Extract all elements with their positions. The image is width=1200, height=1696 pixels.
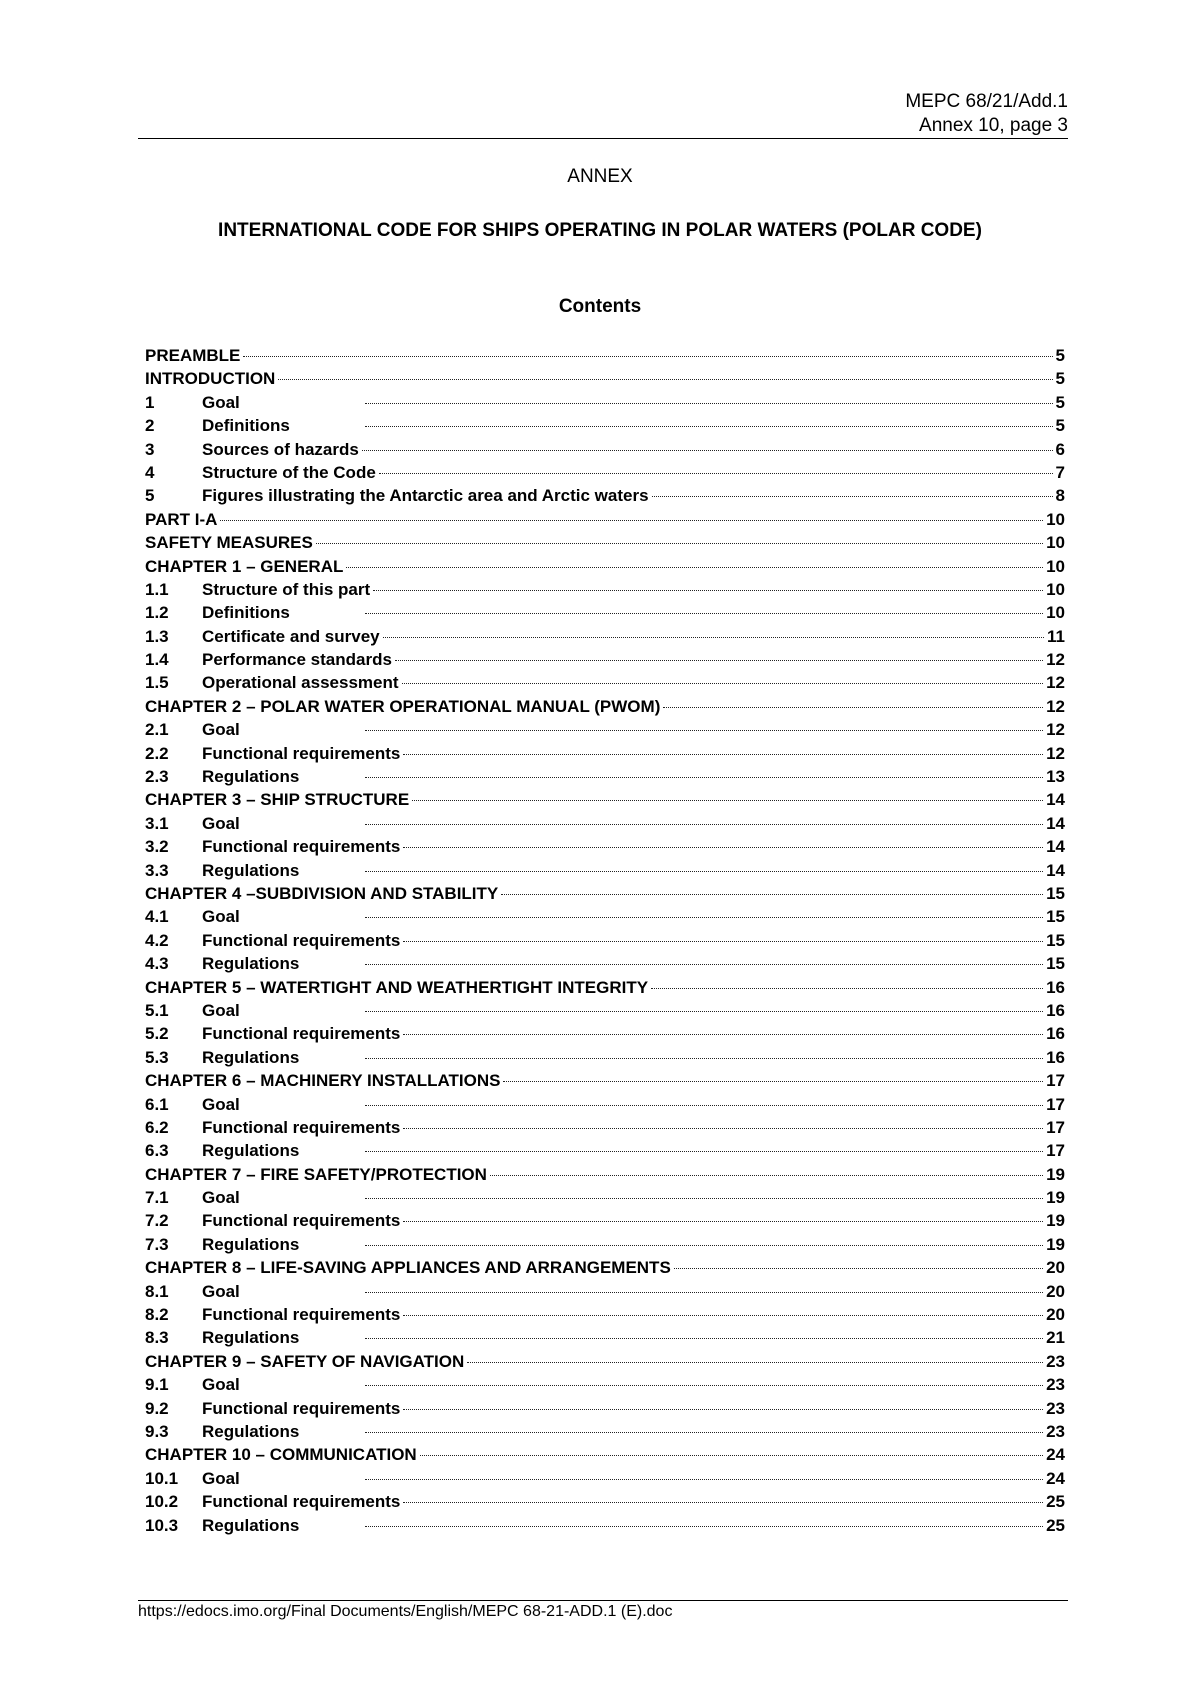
dot-leader (379, 473, 1053, 474)
toc-entry[interactable] (145, 837, 1065, 860)
dot-leader (220, 520, 1043, 521)
toc-entry[interactable] (145, 814, 1065, 837)
toc-entry[interactable] (145, 1235, 1065, 1258)
toc-entry-page: 19 (1046, 1211, 1065, 1231)
toc-entry-title: Functional requirements (202, 1117, 401, 1137)
dot-leader (373, 590, 1043, 591)
toc-entry-number: 3.2 (145, 837, 169, 857)
toc-entry-number: 7.1 (145, 1188, 169, 1208)
toc-entry[interactable] (145, 1141, 1065, 1164)
toc-entry-page: 16 (1046, 1047, 1065, 1067)
dot-leader (403, 1034, 1043, 1035)
dot-leader (402, 683, 1044, 684)
toc-entry[interactable] (145, 1375, 1065, 1398)
toc-entry-title: Goal (202, 1000, 240, 1020)
toc-entry-page: 10 (1046, 556, 1065, 576)
toc-entry-page: 15 (1046, 954, 1065, 974)
toc-entry-number: 9.2 (145, 1398, 169, 1418)
toc-entry-number: 5.2 (145, 1024, 169, 1044)
dot-leader (365, 1292, 1043, 1293)
toc-entry-page: 24 (1046, 1445, 1065, 1465)
dot-leader (365, 917, 1043, 918)
dot-leader (365, 730, 1043, 731)
toc-entry[interactable] (145, 861, 1065, 884)
toc-entry-number: 3 (145, 439, 155, 459)
dot-leader (365, 403, 1053, 404)
toc-entry[interactable] (145, 720, 1065, 743)
toc-entry-title: PART I-A (145, 509, 218, 529)
toc-entry-page: 8 (1055, 486, 1065, 506)
toc-entry-number: 10.2 (145, 1492, 179, 1512)
dot-leader (503, 1081, 1043, 1082)
toc-entry[interactable] (145, 1071, 1065, 1094)
toc-entry[interactable] (145, 1211, 1065, 1234)
dot-leader (346, 567, 1043, 568)
toc-entry-title: SAFETY MEASURES (145, 533, 313, 553)
toc-entry-page: 21 (1046, 1328, 1065, 1348)
toc-entry-title: Regulations (202, 1047, 300, 1067)
toc-entry[interactable] (145, 790, 1065, 813)
toc-entry-number: 2.3 (145, 767, 169, 787)
toc-entry-title: CHAPTER 9 – SAFETY OF NAVIGATION (145, 1351, 465, 1371)
toc-entry[interactable] (145, 510, 1065, 533)
toc-entry-page: 14 (1046, 860, 1065, 880)
toc-entry-page: 12 (1046, 720, 1065, 740)
toc-entry-number: 5 (145, 486, 155, 506)
toc-entry[interactable] (145, 440, 1065, 463)
toc-entry[interactable] (145, 603, 1065, 626)
toc-entry-title: CHAPTER 6 – MACHINERY INSTALLATIONS (145, 1071, 501, 1091)
toc-entry[interactable] (145, 744, 1065, 767)
toc-entry-number: 9.1 (145, 1375, 169, 1395)
dot-leader (365, 1058, 1043, 1059)
dot-leader (365, 1151, 1043, 1152)
toc-entry-page: 11 (1047, 626, 1065, 646)
toc-entry-title: Regulations (202, 1141, 300, 1161)
toc-entry-page: 12 (1046, 743, 1065, 763)
toc-entry-number: 4.3 (145, 954, 169, 974)
toc-entry[interactable] (145, 978, 1065, 1001)
dot-leader (395, 660, 1043, 661)
toc-entry-page: 12 (1046, 673, 1065, 693)
dot-leader (365, 964, 1043, 965)
toc-entry-page: 20 (1046, 1281, 1065, 1301)
toc-entry[interactable] (145, 697, 1065, 720)
toc-entry-page: 14 (1046, 790, 1065, 810)
toc-entry[interactable] (145, 1095, 1065, 1118)
dot-leader (652, 496, 1053, 497)
toc-entry-title: CHAPTER 4 –SUBDIVISION AND STABILITY (145, 883, 499, 903)
toc-entry[interactable] (145, 1352, 1065, 1375)
toc-entry-number: 7.3 (145, 1234, 169, 1254)
dot-leader (490, 1175, 1043, 1176)
toc-entry-page: 16 (1046, 1024, 1065, 1044)
dot-leader (420, 1455, 1043, 1456)
toc-entry-page: 19 (1046, 1164, 1065, 1184)
toc-entry-number: 1.5 (145, 673, 169, 693)
footer-divider (138, 1600, 1068, 1601)
toc-entry-page: 20 (1046, 1258, 1065, 1278)
toc-entry-page: 24 (1046, 1468, 1065, 1488)
dot-leader (403, 941, 1043, 942)
toc-entry-number: 6.1 (145, 1094, 169, 1114)
toc-entry-title: Structure of this part (202, 579, 371, 599)
toc-entry-title: Goal (202, 1188, 240, 1208)
dot-leader (412, 800, 1043, 801)
dot-leader (365, 1479, 1043, 1480)
dot-leader (501, 894, 1043, 895)
dot-leader (365, 1385, 1043, 1386)
table-of-contents (145, 346, 1065, 1539)
toc-entry-title: CHAPTER 10 – COMMUNICATION (145, 1445, 417, 1465)
toc-entry-page: 6 (1055, 439, 1065, 459)
toc-entry-number: 9.3 (145, 1421, 169, 1441)
toc-entry-title: Goal (202, 1375, 240, 1395)
toc-entry-title: Functional requirements (202, 743, 401, 763)
toc-entry-title: Performance standards (202, 650, 392, 670)
toc-entry-number: 3.3 (145, 860, 169, 880)
toc-entry-page: 16 (1046, 1000, 1065, 1020)
toc-entry-number: 2.1 (145, 720, 169, 740)
toc-entry-title: CHAPTER 7 – FIRE SAFETY/PROTECTION (145, 1164, 487, 1184)
toc-entry-number: 1.2 (145, 603, 169, 623)
toc-entry-page: 15 (1046, 883, 1065, 903)
toc-entry-number: 10.3 (145, 1515, 179, 1535)
toc-entry-number: 3.1 (145, 813, 169, 833)
toc-entry[interactable] (145, 673, 1065, 696)
toc-entry-page: 10 (1046, 603, 1065, 623)
toc-entry-page: 17 (1046, 1141, 1065, 1161)
toc-entry[interactable] (145, 393, 1065, 416)
header-divider (138, 138, 1068, 139)
toc-entry-page: 5 (1055, 392, 1065, 412)
toc-entry-title: Sources of hazards (202, 439, 359, 459)
dot-leader (243, 356, 1052, 357)
dot-leader (674, 1268, 1043, 1269)
toc-entry-page: 5 (1055, 346, 1065, 365)
toc-entry-title: CHAPTER 1 – GENERAL (145, 556, 344, 576)
toc-entry-page: 14 (1046, 837, 1065, 857)
toc-entry-title: Certificate and survey (202, 626, 380, 646)
toc-entry[interactable] (145, 650, 1065, 673)
toc-entry[interactable] (145, 416, 1065, 439)
toc-entry-page: 23 (1046, 1398, 1065, 1418)
toc-entry-page: 14 (1046, 813, 1065, 833)
toc-entry-page: 12 (1046, 696, 1065, 716)
toc-entry-title: INTRODUCTION (145, 369, 276, 389)
toc-entry[interactable] (145, 1516, 1065, 1539)
toc-entry-number: 2 (145, 416, 155, 436)
dot-leader (365, 426, 1053, 427)
toc-entry-number: 10.1 (145, 1468, 179, 1488)
toc-entry[interactable] (145, 1445, 1065, 1468)
dot-leader (365, 871, 1043, 872)
toc-entry[interactable] (145, 1328, 1065, 1351)
toc-entry-number: 1.1 (145, 579, 169, 599)
toc-entry-number: 1.4 (145, 650, 169, 670)
toc-entry-number: 1 (145, 392, 155, 412)
toc-entry-number: 4 (145, 462, 155, 482)
toc-entry[interactable] (145, 486, 1065, 509)
dot-leader (403, 1502, 1043, 1503)
toc-entry-number: 5.3 (145, 1047, 169, 1067)
toc-entry-title: Goal (202, 1094, 240, 1114)
toc-entry-page: 25 (1046, 1492, 1065, 1512)
toc-entry[interactable] (145, 767, 1065, 790)
dot-leader (365, 1432, 1043, 1433)
toc-entry-title: Goal (202, 907, 240, 927)
toc-entry-page: 17 (1046, 1094, 1065, 1114)
toc-entry-title: Regulations (202, 1328, 300, 1348)
toc-entry-number: 4.2 (145, 930, 169, 950)
toc-entry-title: Functional requirements (202, 1024, 401, 1044)
toc-entry-title: Functional requirements (202, 1211, 401, 1231)
toc-entry[interactable] (145, 557, 1065, 580)
toc-entry-page: 5 (1055, 416, 1065, 436)
toc-entry-number: 1.3 (145, 626, 169, 646)
toc-entry[interactable] (145, 907, 1065, 930)
dot-leader (403, 754, 1043, 755)
toc-entry-number: 8.1 (145, 1281, 169, 1301)
toc-entry-title: Regulations (202, 860, 300, 880)
toc-entry-title: CHAPTER 3 – SHIP STRUCTURE (145, 790, 410, 810)
dot-leader (365, 1338, 1043, 1339)
toc-entry-page: 25 (1046, 1515, 1065, 1535)
toc-entry-title: Goal (202, 1468, 240, 1488)
toc-entry-page: 12 (1046, 650, 1065, 670)
document-reference: MEPC 68/21/Add.1 (905, 91, 1068, 112)
dot-leader (403, 847, 1043, 848)
toc-entry-page: 17 (1046, 1117, 1065, 1137)
toc-entry-page: 5 (1055, 369, 1065, 389)
dot-leader (403, 1409, 1043, 1410)
toc-entry[interactable] (145, 884, 1065, 907)
contents-heading: Contents (558, 296, 642, 317)
toc-entry-title: Operational assessment (202, 673, 399, 693)
toc-entry-title: Structure of the Code (202, 462, 376, 482)
toc-entry[interactable] (145, 931, 1065, 954)
toc-entry[interactable] (145, 1422, 1065, 1445)
toc-entry[interactable] (145, 1188, 1065, 1211)
toc-entry-number: 8.3 (145, 1328, 169, 1348)
toc-entry[interactable] (145, 627, 1065, 650)
toc-entry-title: Regulations (202, 1515, 300, 1535)
toc-entry-title: Figures illustrating the Antarctic area and Arctic waters (202, 486, 649, 506)
toc-entry[interactable] (145, 463, 1065, 486)
toc-entry-title: Definitions (202, 603, 290, 623)
toc-entry-page: 23 (1046, 1351, 1065, 1371)
toc-entry-number: 6.2 (145, 1117, 169, 1137)
toc-entry-title: CHAPTER 8 – LIFE-SAVING APPLIANCES AND ARRANGEMENTS (145, 1258, 671, 1278)
dot-leader (403, 1315, 1043, 1316)
dot-leader (663, 707, 1043, 708)
toc-entry-page: 10 (1046, 533, 1065, 553)
dot-leader (278, 379, 1052, 380)
dot-leader (365, 777, 1043, 778)
toc-entry[interactable] (145, 954, 1065, 977)
dot-leader (365, 613, 1043, 614)
toc-entry-number: 7.2 (145, 1211, 169, 1231)
toc-entry-page: 19 (1046, 1234, 1065, 1254)
footer-file-path: https://edocs.imo.org/Final Documents/English/MEPC 68-21-ADD.1 (E).doc (138, 1603, 673, 1620)
dot-leader (403, 1128, 1043, 1129)
toc-entry-title: Functional requirements (202, 1492, 401, 1512)
toc-entry[interactable] (145, 1165, 1065, 1188)
toc-entry-title: Regulations (202, 954, 300, 974)
toc-entry-number: 2.2 (145, 743, 169, 763)
document-title: INTERNATIONAL CODE FOR SHIPS OPERATING IN POLAR WATERS (POLAR CODE) (218, 220, 982, 241)
toc-entry-page: 17 (1046, 1071, 1065, 1091)
toc-entry-title: Regulations (202, 767, 300, 787)
toc-entry[interactable] (145, 1282, 1065, 1305)
toc-entry-title: Goal (202, 720, 240, 740)
toc-entry-page: 20 (1046, 1305, 1065, 1325)
toc-entry-page: 16 (1046, 977, 1065, 997)
toc-entry[interactable] (145, 1048, 1065, 1071)
toc-entry[interactable] (145, 1469, 1065, 1492)
toc-entry-page: 19 (1046, 1188, 1065, 1208)
toc-entry-title: Functional requirements (202, 1305, 401, 1325)
toc-entry-title: Goal (202, 1281, 240, 1301)
dot-leader (365, 1245, 1043, 1246)
toc-entry-page: 13 (1046, 767, 1065, 787)
toc-entry[interactable] (145, 533, 1065, 556)
toc-entry-title: Functional requirements (202, 1398, 401, 1418)
toc-entry-page: 7 (1055, 462, 1065, 482)
toc-entry[interactable] (145, 580, 1065, 603)
dot-leader (365, 1526, 1043, 1527)
toc-entry-page: 10 (1046, 579, 1065, 599)
toc-entry[interactable] (145, 369, 1065, 392)
dot-leader (365, 1011, 1043, 1012)
toc-entry-number: 4.1 (145, 907, 169, 927)
toc-entry-number: 8.2 (145, 1305, 169, 1325)
dot-leader (365, 1105, 1043, 1106)
toc-entry-title: Functional requirements (202, 930, 401, 950)
toc-entry-title: Goal (202, 813, 240, 833)
dot-leader (365, 824, 1043, 825)
toc-entry[interactable] (145, 346, 1065, 369)
dot-leader (365, 1198, 1043, 1199)
toc-entry[interactable] (145, 1492, 1065, 1515)
toc-entry-title: CHAPTER 5 – WATERTIGHT AND WEATHERTIGHT INTEGRITY (145, 977, 649, 997)
toc-entry[interactable] (145, 1024, 1065, 1047)
toc-entry-title: CHAPTER 2 – POLAR WATER OPERATIONAL MANUAL (PWOM) (145, 696, 661, 716)
toc-entry[interactable] (145, 1118, 1065, 1141)
dot-leader (316, 543, 1043, 544)
toc-entry-page: 23 (1046, 1375, 1065, 1395)
toc-entry-title: Regulations (202, 1421, 300, 1441)
dot-leader (383, 637, 1044, 638)
toc-entry-title: Regulations (202, 1234, 300, 1254)
dot-leader (403, 1221, 1043, 1222)
dot-leader (467, 1362, 1043, 1363)
toc-entry[interactable] (145, 1258, 1065, 1281)
toc-entry-number: 6.3 (145, 1141, 169, 1161)
toc-entry[interactable] (145, 1305, 1065, 1328)
toc-entry-title: Definitions (202, 416, 290, 436)
toc-entry[interactable] (145, 1001, 1065, 1024)
page-header (905, 90, 1068, 138)
toc-entry-title: Functional requirements (202, 837, 401, 857)
dot-leader (362, 450, 1053, 451)
toc-entry-page: 23 (1046, 1421, 1065, 1441)
toc-entry-number: 5.1 (145, 1000, 169, 1020)
toc-entry[interactable] (145, 1399, 1065, 1422)
toc-entry-title: PREAMBLE (145, 346, 241, 365)
toc-entry-page: 15 (1046, 930, 1065, 950)
page-reference: Annex 10, page 3 (919, 115, 1068, 136)
toc-entry-page: 15 (1046, 907, 1065, 927)
dot-leader (651, 988, 1043, 989)
toc-entry-title: Goal (202, 392, 240, 412)
toc-entry-page: 10 (1046, 509, 1065, 529)
annex-label: ANNEX (567, 166, 633, 187)
